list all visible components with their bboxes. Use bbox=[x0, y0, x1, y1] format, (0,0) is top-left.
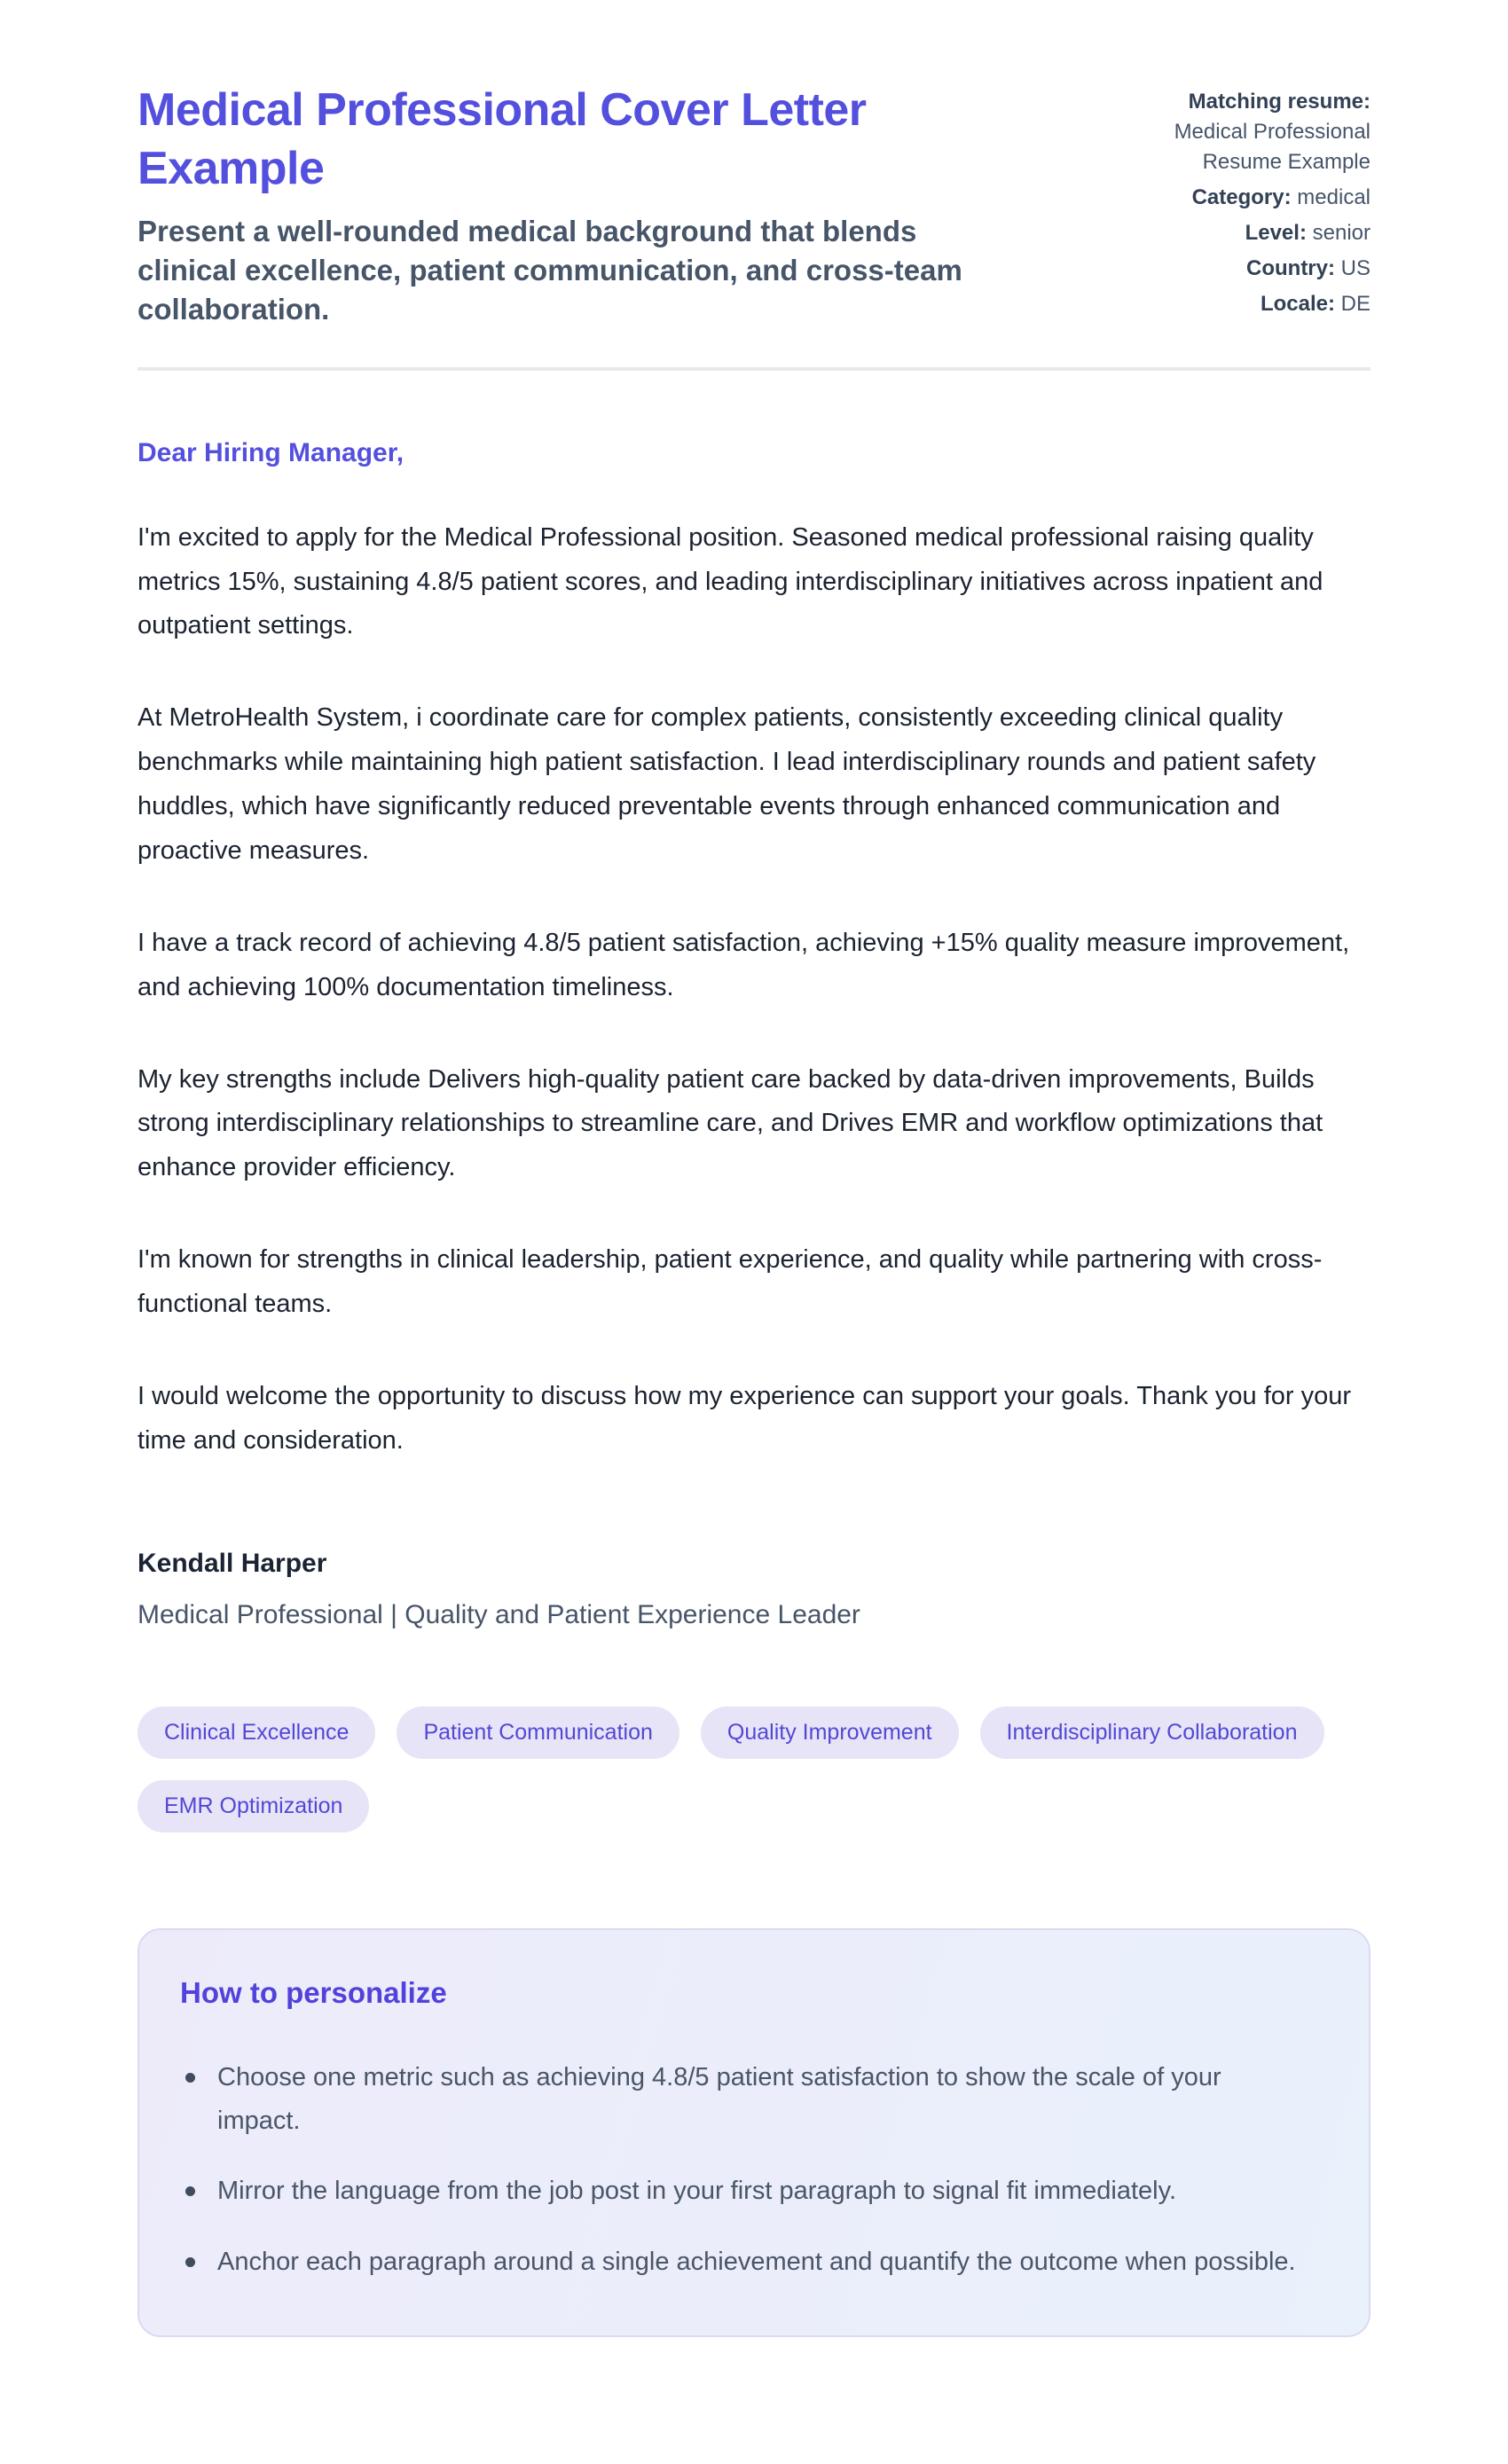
signature-role: Medical Professional | Quality and Patient Experience Leader bbox=[137, 1599, 860, 1629]
letter-paragraph-3: I have a track record of achieving 4.8/5 patient satisfaction, achieving +15% quality measure improvement, and achieving 100% documentation timeliness. bbox=[137, 928, 1350, 1001]
meta-locale bbox=[1111, 289, 1371, 319]
letter-paragraph-2: At MetroHealth System, i coordinate care for complex patients, consistently exceeding clinical quality benchmarks while maintaining high patient satisfaction. I lead interdisciplinary rounds and patient safety huddles, which have significantly reduced preventable events through enhanced communication and proactive measures. bbox=[137, 703, 1316, 865]
letter-greeting: Dear Hiring Manager, bbox=[137, 437, 404, 467]
meta-category-label: Category: bbox=[1191, 185, 1292, 210]
meta-country-value: US bbox=[1340, 256, 1371, 281]
meta-country bbox=[1111, 254, 1371, 284]
meta-level-label: Level: bbox=[1245, 221, 1307, 246]
personalize-heading: How to personalize bbox=[180, 1975, 447, 2009]
header-divider bbox=[137, 367, 1371, 371]
letter-paragraph-1: I'm excited to apply for the Medical Professional position. Seasoned medical professional raising quality metrics 15%, sustaining 4.8/5 patient scores, and leading interdisciplinary initiatives across inpatient and outpatient settings. bbox=[137, 522, 1323, 640]
signature-name: Kendall Harper bbox=[137, 1548, 327, 1578]
letter-paragraph-5: I'm known for strengths in clinical leadership, patient experience, and quality while partnering with cross-functional teams. bbox=[137, 1245, 1323, 1319]
personalize-box bbox=[137, 1928, 1371, 2337]
page-header bbox=[137, 82, 1371, 330]
meta-category bbox=[1111, 183, 1371, 213]
page-subtitle: Present a well-rounded medical background that blends clinical excellence, patient communication, and cross-team collaboration. bbox=[137, 215, 962, 326]
meta-locale-value: DE bbox=[1340, 292, 1371, 317]
letter-paragraph-6: I would welcome the opportunity to discuss how my experience can support your goals. Thank you for your time and consideration. bbox=[137, 1381, 1352, 1455]
tag-chip-emr-optimization[interactable]: EMR Optimization bbox=[137, 1780, 369, 1832]
meta-locale-label: Locale: bbox=[1260, 292, 1335, 317]
personalize-tip-3: Anchor each paragraph around a single achievement and quantify the outcome when possible. bbox=[217, 2240, 1308, 2284]
tag-list bbox=[137, 1707, 1371, 1832]
meta-country-label: Country: bbox=[1246, 256, 1335, 281]
meta-level bbox=[1111, 218, 1371, 248]
meta-matching-resume bbox=[1111, 87, 1371, 177]
resume-meta-panel bbox=[1111, 82, 1371, 326]
letter-body bbox=[137, 438, 1371, 1630]
meta-level-value: senior bbox=[1312, 221, 1371, 246]
tag-chip-clinical-excellence[interactable]: Clinical Excellence bbox=[137, 1707, 375, 1759]
personalize-tip-2: Mirror the language from the job post in your first paragraph to signal fit immediately. bbox=[217, 2170, 1308, 2213]
letter-paragraph-4: My key strengths include Delivers high-quality patient care backed by data-driven improvements, Builds strong interdisciplinary relationships to streamline care, and Drives EMR and workflow optimizations that enhance provider efficiency. bbox=[137, 1064, 1323, 1182]
meta-matching-resume-value: Medical Professional Resume Example bbox=[1174, 120, 1371, 175]
tag-chip-interdisciplinary-collaboration[interactable]: Interdisciplinary Collaboration bbox=[980, 1707, 1324, 1759]
meta-category-value: medical bbox=[1297, 185, 1371, 210]
meta-matching-resume-label: Matching resume: bbox=[1188, 90, 1371, 114]
tag-chip-patient-communication[interactable]: Patient Communication bbox=[397, 1707, 679, 1759]
page-title: Medical Professional Cover Letter Example bbox=[137, 84, 867, 194]
tag-chip-quality-improvement[interactable]: Quality Improvement bbox=[701, 1707, 959, 1759]
personalize-tip-list bbox=[180, 2056, 1319, 2284]
header-title-block bbox=[137, 82, 971, 330]
personalize-tip-1: Choose one metric such as achieving 4.8/5 patient satisfaction to show the scale of your impact. bbox=[217, 2056, 1308, 2144]
